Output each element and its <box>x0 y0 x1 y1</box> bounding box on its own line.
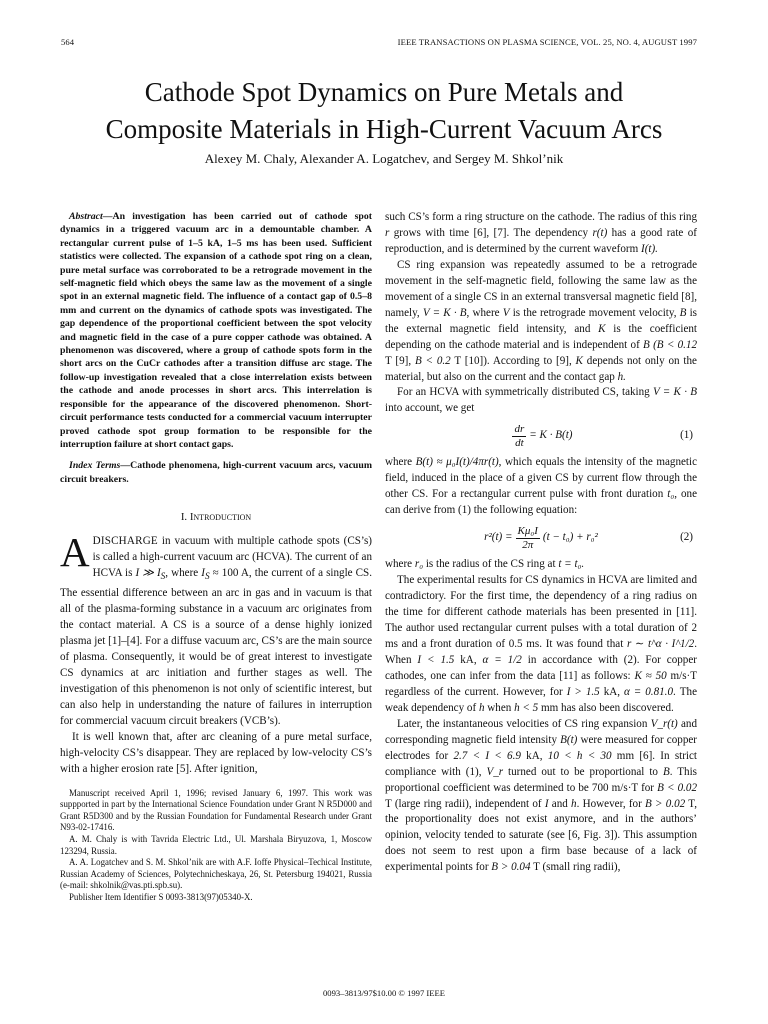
body-paragraph <box>385 455 697 519</box>
math-sub: S <box>204 572 210 583</box>
body-text: . When <box>385 637 697 666</box>
math-inline: V = K · B <box>422 306 467 319</box>
math-inline: α = 0.81.0 <box>624 685 673 698</box>
math-inline: t = t₀. <box>558 558 585 571</box>
body-text: The experimental results for CS dynamics in HCVA are limited and contradictory. For the first time, the dependency of a ring radius on the time for different cathode materials has been presented in [11]. The author used rectangular current pulses with a total duration of 2 ms and a front duration of 0.5 ms. It was found that <box>385 574 697 650</box>
journal-header: IEEE TRANSACTIONS ON PLASMA SCIENCE, VOL. 25, NO. 4, AUGUST 1997 <box>397 37 697 47</box>
drop-cap: A <box>60 529 90 576</box>
fraction <box>516 525 540 552</box>
title-line-1: Cathode Spot Dynamics on Pure Metals and <box>144 77 624 107</box>
body-text: m/s·T regardless of the current. However, for <box>385 669 697 698</box>
intro-text: , where <box>165 566 202 579</box>
fraction <box>512 423 526 450</box>
abstract-text: An investigation has been carried out of cathode spot dynamics in a triggered vacuum arc in a demountable chamber. A rectangular current pulse of 1–5 kA, 1–5 ms has been used. Sufficient statistics were collected. The expansion of a cathode spot ring on a clean, pure metal surface was corroborated to be a retrograde movement in the self-magnetic field which obeys the same law as the movement of a single spot in an external magnetic field. The influence of a contact gap of 0.5–8 mm and current on the dynamics of cathode spots was investigated. The gap dependence of the proportional coefficient between the spot velocity and magnetic field in the case of a pure copper cathode was obtained. A phenomenon was discovered, where a group of cathode spots form in the short arcs on the CuCr cathodes after a transition diffuse arc stage. The follow-up investigation revealed that a close interrelation exists between the cathode and anode processes in short arcs. This interrelation is responsible for the appearance of the discovered phenomenon. Short-circuit performance tests conducted for a commercial vacuum interrupter proved cathode spot group formation to be responsible for the interruption failure at short contact gaps. <box>60 211 372 450</box>
body-paragraph <box>385 557 697 573</box>
body-text: turned out to be proportional to <box>503 765 663 778</box>
abstract-label: Abstract— <box>69 211 113 222</box>
intro-caps: DISCHARGE <box>92 535 158 548</box>
equation-number: (1) <box>680 429 693 442</box>
equation-number: (2) <box>680 531 693 544</box>
body-text: . The weak dependency of <box>385 685 697 714</box>
math-inline: V_r(t) <box>650 717 678 730</box>
body-text: such CS’s form a ring structure on the cathode. The radius of this ring <box>385 211 697 223</box>
body-text: mm [6]. In strict compliance with (1), <box>385 749 697 778</box>
body-text: were measured for copper electrodes for <box>385 733 697 762</box>
copyright-footer: 0093–3813/97$10.00 © 1997 IEEE <box>322 988 446 998</box>
body-paragraph <box>385 717 697 877</box>
body-text: where <box>385 456 416 469</box>
math-inline: K <box>575 354 583 367</box>
math-inline: t₀ <box>667 488 675 501</box>
body-text: T [9], <box>385 354 415 367</box>
body-text: kA, <box>454 653 483 666</box>
math-inline: r₀ <box>414 558 424 571</box>
body-text: where <box>385 558 415 571</box>
body-text: . This proportional coefficient was determined to be 700 m/s·T for <box>385 765 697 794</box>
body-paragraph <box>385 385 697 417</box>
fraction-numerator: dr <box>514 422 525 435</box>
body-text: T (large ring radii), independent of <box>385 797 545 810</box>
footnote: Manuscript received April 1, 1996; revised January 6, 1997. This work was suppported in part by the International Science Foundation under Grant N R5D000 and Grant R5D300 and by the Russian Foundation for Fundamental Research under Grant N93-02-17416. <box>60 787 372 833</box>
math-inline: V = K · B <box>652 386 697 399</box>
footnote: Publisher Item Identifier S 0093-3813(97)05340-X. <box>69 891 253 902</box>
math-inline: I <box>544 797 549 810</box>
body-text: is the coefficient depending on the cathode material and is independent of <box>385 322 697 351</box>
math-sub: S <box>160 572 166 583</box>
paper-title <box>0 74 768 148</box>
body-text: is the retrograde movement velocity, <box>509 306 680 319</box>
body-text: For an HCVA with symmetrically distributed CS, taking <box>397 386 653 399</box>
math-inline: h <box>478 701 485 714</box>
equation-rhs: = K · B(t) <box>529 429 573 442</box>
section-number: I. <box>180 511 188 524</box>
math-inline: B(t) ≈ μ₀I(t)/4πr(t) <box>415 456 499 469</box>
body-text: , one can derive from (1) the following equation: <box>385 488 697 517</box>
math-inline: K ≈ 50 <box>634 669 667 682</box>
math-inline: V_r <box>486 765 504 778</box>
equation-body <box>484 525 598 552</box>
page-number: 564 <box>61 37 75 47</box>
author-list: Alexey M. Chaly, Alexander A. Logatchev, and Sergey M. Shkol’nik <box>204 151 564 166</box>
equation-lhs: r²(t) = <box>484 531 513 544</box>
section-title: Introduction <box>189 511 252 524</box>
body-text: and <box>548 797 572 810</box>
math-inline: r(t) <box>592 226 608 239</box>
intro-text: in vacuum with multiple cathode spots (CS’s) is called a high-current vacuum arc (HCVA). The current of an HCVA is <box>92 535 372 579</box>
body-text: T [10]). According to [9], <box>450 354 576 367</box>
math-inline: B > 0.02 <box>645 797 686 810</box>
math-inline: B (B < 0.12 <box>643 338 697 351</box>
body-text: is the radius of the CS ring at <box>423 558 559 571</box>
math-text: I ≫ I <box>135 566 161 579</box>
right-column <box>385 210 697 876</box>
body-text: CS ring expansion was repeatedly assumed to be a retrograde movement in the self-magnetic field, following the same law as the movement of a single CS in an external transversal magnetic field [8], namely, <box>385 258 697 319</box>
body-text: , which equals the intensity of the magnetic field, induced in the place of a given CS by current flow through the other CS. For a rectangular current pulse with front duration <box>385 456 697 501</box>
equation-1 <box>385 419 697 453</box>
index-terms-text: Cathode phenomena, high-current vacuum arcs, vacuum circuit breakers. <box>60 460 372 485</box>
body-text: T (small ring radii), <box>530 861 621 874</box>
math-inline: I < 1.5 <box>417 653 455 666</box>
math-inline: 2.7 < I < 6.9 <box>453 749 521 762</box>
body-text: . However, for <box>576 797 646 810</box>
body-text: kA, <box>599 685 624 698</box>
math-text: ≈ 100 <box>209 566 239 579</box>
math-inline: K <box>598 322 606 335</box>
body-text: when <box>484 701 515 714</box>
math-inline: h. <box>617 370 626 383</box>
math-inline: B <box>679 306 687 319</box>
body-text: mm has also been discovered. <box>538 701 674 714</box>
math-inline: I(t). <box>641 242 658 255</box>
body-text: into account, we get <box>385 402 475 415</box>
body-paragraph <box>385 210 697 258</box>
math-inline: r ∼ t^α · I^1/2 <box>626 637 695 650</box>
math-inline: B < 0.2 <box>414 354 451 367</box>
math-inline <box>201 566 239 583</box>
index-terms <box>60 459 372 486</box>
body-paragraph <box>385 573 697 717</box>
body-text: kA, <box>520 749 548 762</box>
footnote: A. A. Logatchev and S. M. Shkol’nik are with A.F. Ioffe Physical–Techical Institute, Russian Academy of Sciences, Polytechnicheskaya, 26, St. Petersburg 194021, Russia (e-mail: shkolnik@vas.pti.spb.su). <box>60 857 372 891</box>
math-inline: α = 1/2 <box>482 653 522 666</box>
equation-2 <box>385 521 697 555</box>
intro-text: A, the current of a single CS. The essential difference between an arc in gas and in vacuum is that all of the plasma-forming substance in a vacuum arc originates from the contact material. A CS is a source of a dense highly ionized plasma jet [1]–[4]. For a diffuse vacuum arc, CS’s are the main source of plasma. Consequently, it would be of great interest to investigate CS dynamics at arc initiation and further stages as well. The investigation of this phenomenon is not only of scientific interest, but can also help in understanding the nature of failures in interruption for commercial vacuum circuit breakers (VCB’s). <box>60 566 373 727</box>
body-text: T, the proportionality does not exist anymore, and in the authors’ opinion, velocity tended to saturate (see [6, Fig. 3]). This assumption does not seem to rest upon a firm base because of a lack of experimental points for <box>385 797 697 874</box>
math-inline: 10 < h < 30 <box>547 749 612 762</box>
math-inline: B < 0.02 <box>657 781 697 794</box>
body-text: depends not only on the material, but also on the current and the contact gap <box>385 354 697 383</box>
body-text: has a good rate of reproduction, and is determined by the current waveform <box>385 226 697 255</box>
section-heading <box>60 510 372 526</box>
body-text: , where <box>466 306 503 319</box>
math-inline: B > 0.04 <box>491 861 531 874</box>
title-line-2: Composite Materials in High-Current Vacuum Arcs <box>105 114 663 144</box>
intro-paragraph-2: It is well known that, after arc cleaning of a pure metal surface, high-velocity CS’s disappear. They are replaced by low-velocity CS’s with a higher erosion rate [5]. After ignition, <box>60 730 372 775</box>
equation-body <box>509 423 572 450</box>
fraction-numerator: Kμ₀I <box>517 524 538 537</box>
body-text: Later, the instantaneous velocities of CS ring expansion <box>397 717 651 730</box>
body-text: and corresponding magnetic field intensity <box>385 717 697 746</box>
math-inline: h <box>571 797 577 810</box>
math-inline: V <box>502 306 510 319</box>
body-text: in accordance with (2). For copper cathodes, one can infer from the data [11] as follows: <box>385 653 697 682</box>
body-paragraph <box>385 258 697 386</box>
footnote: A. M. Chaly is with Tavrida Electric Ltd., Ul. Marshala Biryuzova, 1, Moscow 123294, Russia. <box>60 833 372 856</box>
math-inline: I > 1.5 <box>566 685 600 698</box>
abstract <box>60 210 372 451</box>
math-inline: r <box>385 226 390 239</box>
left-column <box>60 210 372 904</box>
fraction-denominator: 2π <box>522 538 534 551</box>
math-inline: B <box>662 765 670 778</box>
body-text: is the external magnetic field intensity, and <box>385 306 697 335</box>
math-inline <box>135 566 166 583</box>
math-inline: h < 5 <box>514 701 539 714</box>
equation-rhs: (t − t₀) + r₀² <box>542 531 598 544</box>
body-text: grows with time [6], [7]. The dependency <box>389 226 593 239</box>
math-text: I <box>201 566 205 579</box>
index-terms-label: Index Terms— <box>69 460 131 472</box>
math-inline: B(t) <box>560 733 578 746</box>
fraction-denominator: dt <box>515 436 524 449</box>
footnotes <box>60 788 372 904</box>
intro-paragraph-1 <box>60 529 373 730</box>
